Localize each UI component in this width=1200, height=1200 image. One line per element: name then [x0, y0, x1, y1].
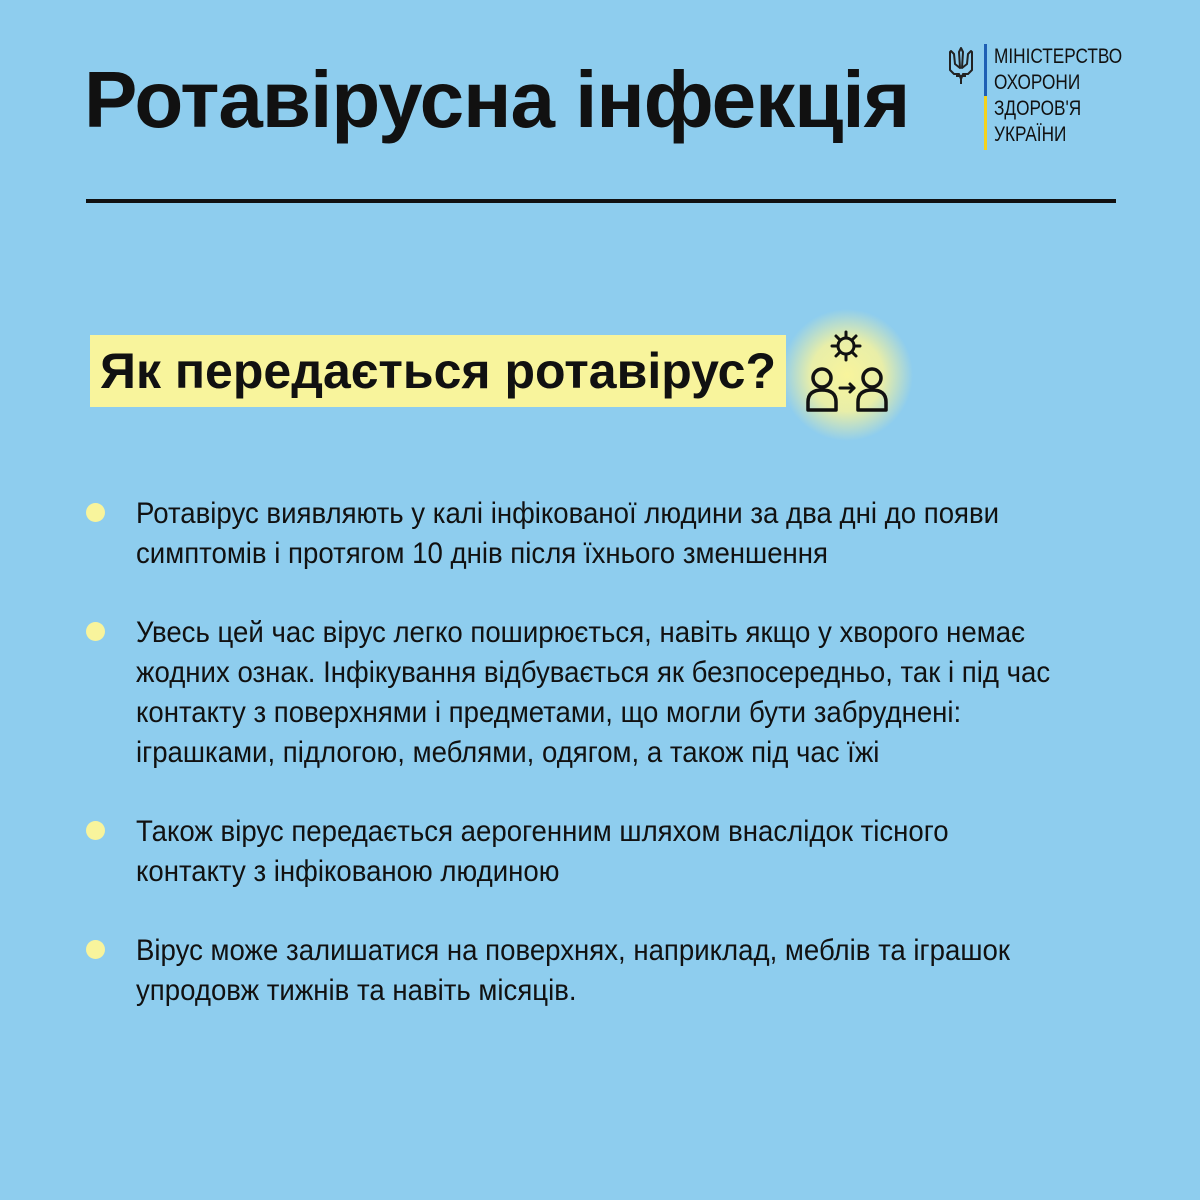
bullet-dot-icon — [86, 821, 105, 840]
ministry-name — [994, 44, 1122, 148]
ministry-name-line: ОХОРОНИ — [994, 71, 1081, 94]
ministry-name-line: ЗДОРОВ'Я — [994, 97, 1082, 120]
bullet-dot-icon — [86, 622, 105, 641]
bullet-dot-icon — [86, 503, 105, 522]
trident-icon — [946, 46, 976, 86]
bullet-text: Увесь цей час вірус легко поширюється, навіть якщо у хворого немає жодних ознак. Інфікування відбувається як безпосередньо, так і під час контакту з поверхнями і предметами, що могли бути забруднені: іграшками, підлогою, меблями, одягом, а також під час їжі — [136, 616, 1051, 769]
logo-blue-bar — [984, 44, 987, 96]
virus-transmission-icon — [780, 308, 914, 442]
bullet-text: Також вірус передається аерогенним шляхом внаслідок тісного контакту з інфікованою людиною — [136, 815, 949, 888]
subtitle-highlight — [90, 335, 786, 407]
bullet-text: Вірус може залишатися на поверхнях, наприклад, меблів та іграшок упродовж тижнів та навіть місяців. — [136, 934, 1010, 1007]
list-item — [86, 931, 1126, 1011]
ministry-name-line: УКРАЇНИ — [994, 123, 1067, 146]
bullet-list — [86, 494, 1126, 1050]
bullet-dot-icon — [86, 940, 105, 959]
ministry-name-line: МІНІСТЕРСТВО — [994, 45, 1123, 68]
list-item — [86, 812, 1126, 892]
list-item — [86, 613, 1126, 773]
page-title: Ротавірусна інфекція — [84, 55, 910, 144]
section-subtitle: Як передається ротавірус? — [100, 343, 777, 399]
list-item — [86, 494, 1126, 574]
header-divider — [86, 199, 1116, 203]
bullet-text: Ротавірус виявляють у калі інфікованої людини за два дні до появи симптомів і протягом 10 днів після їхнього зменшення — [136, 497, 1000, 570]
ministry-logo — [946, 44, 1126, 156]
logo-yellow-bar — [984, 96, 987, 150]
